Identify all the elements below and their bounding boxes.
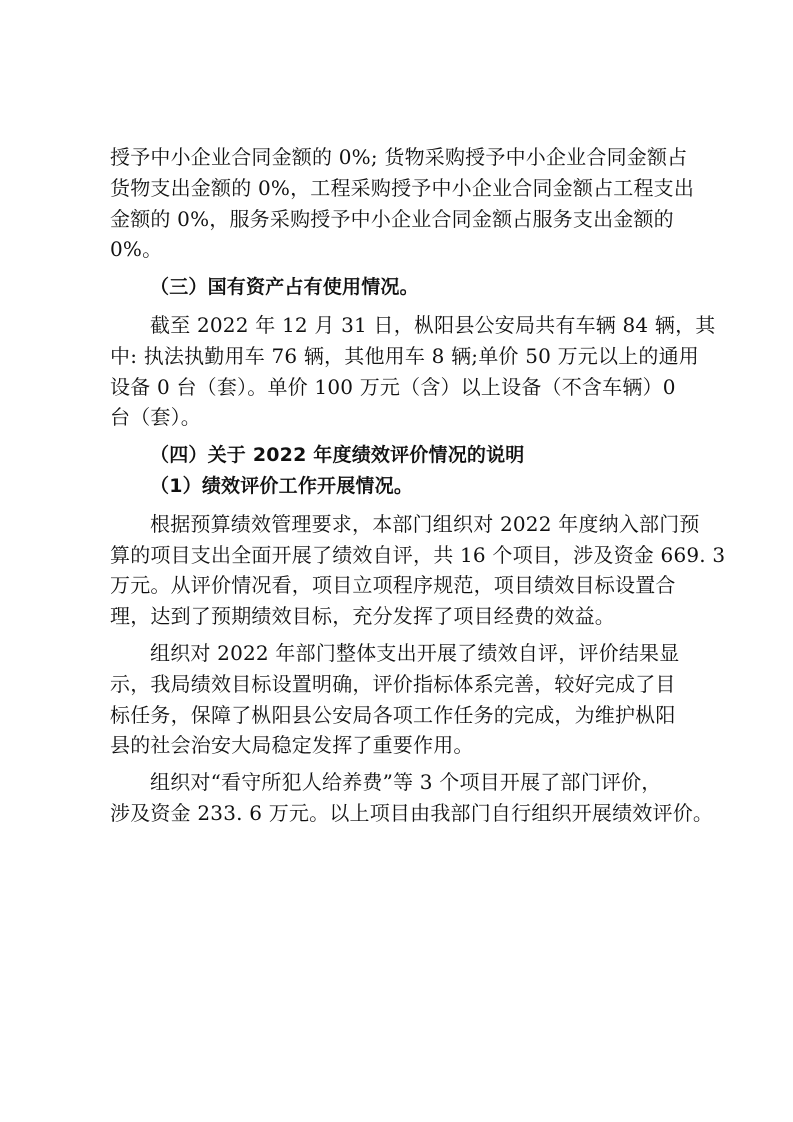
text-line: 示，我局绩效目标设置明确，评价指标体系完善，较好完成了目 (110, 671, 676, 696)
text-line: 涉及资金 233. 6 万元。以上项目由我部门自行组织开展绩效评价。 (110, 800, 714, 825)
document-page (110, 142, 726, 829)
text-line: 金额的 0%，服务采购授予中小企业合同金额占服务支出金额的 (110, 206, 674, 231)
section-heading-performance: （四）关于 2022 年度绩效评价情况的说明 (150, 444, 525, 467)
performance-paragraph-1 (110, 509, 726, 632)
text-line: 台（套）。 (110, 405, 201, 430)
text-line: 组织对 2022 年部门整体支出开展了绩效自评，评价结果显 (150, 640, 680, 665)
text-line: 县的社会治安大局稳定发挥了重要作用。 (110, 733, 474, 758)
text-line: 理，达到了预期绩效目标，充分发挥了项目经费的效益。 (110, 604, 615, 629)
text-line: 截至 2022 年 12 月 31 日，枞阳县公安局共有车辆 84 辆，其 (150, 312, 716, 337)
text-line: 标任务，保障了枞阳县公安局各项工作任务的完成，为维护枞阳 (110, 702, 676, 727)
performance-paragraph-3 (110, 767, 714, 829)
section-heading-assets: （三）国有资产占有使用情况。 (150, 276, 419, 299)
text-line: 根据预算绩效管理要求，本部门组织对 2022 年度纳入部门预 (150, 511, 700, 536)
text-line: 算的项目支出全面开展了绩效自评，共 16 个项目，涉及资金 669. 3 (110, 542, 726, 567)
performance-paragraph-2 (110, 638, 694, 761)
text-line: 万元。从评价情况看，项目立项程序规范，项目绩效目标设置合 (110, 573, 676, 598)
text-line: 组织对“看守所犯人给养费”等 3 个项目开展了部门评价， (150, 770, 662, 795)
assets-paragraph (110, 310, 716, 433)
text-line: 设备 0 台（套）。单价 100 万元（含）以上设备（不含车辆）0 (110, 374, 676, 399)
subsection-heading-performance-work: （1）绩效评价工作开展情况。 (150, 474, 414, 497)
text-line: 中: 执法执勤用车 76 辆，其他用车 8 辆;单价 50 万元以上的通用 (110, 343, 700, 368)
text-line: 货物支出金额的 0%，工程采购授予中小企业合同金额占工程支出 (110, 175, 695, 200)
text-line: 授予中小企业合同金额的 0%; 货物采购授予中小企业合同金额占 (110, 145, 688, 169)
procurement-paragraph (110, 142, 694, 265)
text-line: 0%。 (110, 237, 163, 262)
